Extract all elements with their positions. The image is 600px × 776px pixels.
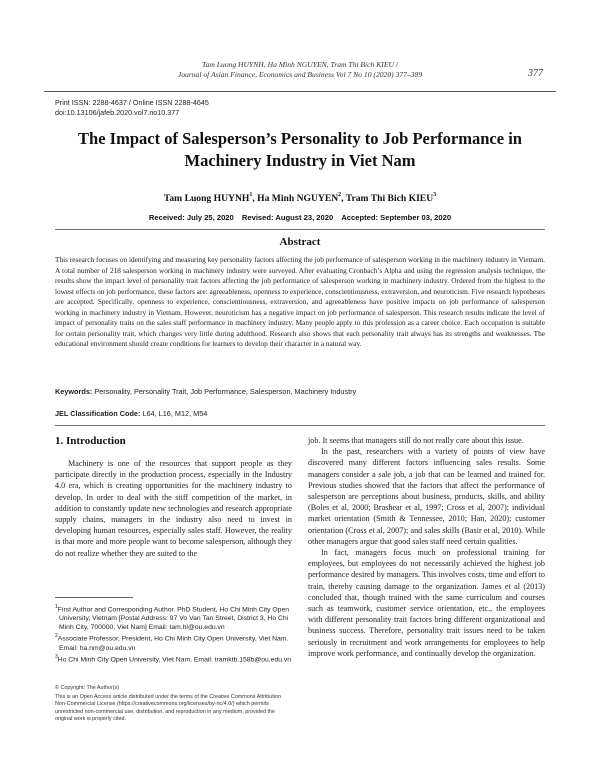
footnote-3-mark: 3: [55, 653, 58, 660]
footnote-2-text: Associate Professor, President, Ho Chi Minh City Open University, Viet Nam. Email: ha.nm@ou.edu.vn: [57, 635, 289, 652]
footnote-1: [55, 603, 292, 632]
right-column: [308, 435, 545, 659]
running-header-journal: Journal of Asian Finance, Economics and Business Vol 7 No 10 (2020) 377–389: [177, 70, 423, 79]
received-date: Received: July 25, 2020: [148, 213, 234, 222]
footnotes: [55, 603, 292, 664]
section-heading-introduction: 1. Introduction: [55, 435, 126, 447]
footnote-2: [55, 632, 292, 652]
revised-date: Revised: August 23, 2020: [241, 213, 334, 222]
accepted-date: Accepted: September 03, 2020: [341, 213, 452, 222]
abstract-text: This research focuses on identifying and measuring key personality factors affecting the job performance of salesperson working in the machinery industry in Vietnam. A total number of 218 salesperson working in machinery industry were surveyed. After evaluating Cronbach’s Alpha and using the regression analysis technique, the results show the impact level of personality trait factors affecting the job performance of salesperson working in machinery industry. Ordered from the highest to the lowest effects on job performance, these factors are: agreeableness, openness to experience, conscientiousness, extraversion, and neuroticism. Five research hypotheses are accepted. Specifically, openness to experience, conscientiousness, extraversion, and agreeableness have positive impacts on job performance of salesperson working in machinery industry in Vietnam. However, neuroticism has a negative impact on job performance of salesperson. This research results indicate the level of impact of personality traits on the sales staff performance in machinery industry. Many people apply to this profession as a career choice. Each occupation is suitable for certain personality trait, which changes very little during adulthood. Research also shows that each personality trait always has its strengths and weaknesses. The educational environment should create conditions for learners to develop their character in a natural way.: [55, 255, 545, 348]
intro-paragraph-3: In fact, managers focus much on professional training for employees, but employees do not necessarily achieved the highest job performance desired by managers. This involves costs, time and effort to train, thereby causing damage to the organization. James et al (2013) concluded that, though trained with the same curriculum and courses such as teamwork, customer service orientation, etc., the employees with different personality trait factors bring different organizational and business success. Therefore, personality trait issues need to be taken seriously in recruitment and work arrangements for employees to help improve work performance, and continually develop the organization.: [308, 548, 545, 658]
intro-paragraph-1-continued: job. It seems that managers still do not really care about this issue.: [308, 436, 524, 445]
page-number: 377: [528, 68, 543, 79]
author-2: Ha Minh NGUYEN: [257, 193, 339, 204]
jel-line: [55, 409, 545, 418]
issn-line: Print ISSN: 2288-4637 / Online ISSN 2288-4645: [55, 98, 209, 107]
footnote-1-mark: 1: [55, 604, 58, 610]
keywords-label: Keywords:: [55, 387, 93, 396]
abstract-heading: Abstract: [279, 236, 321, 248]
paper-title-line-1: The Impact of Salesperson’s Personality to Job Performance in: [78, 129, 522, 148]
paper-title-line-2: Machinery Industry in Viet Nam: [184, 151, 416, 170]
author-1-mark: 1: [249, 192, 253, 198]
running-header: [140, 60, 460, 80]
jel-codes: L64, L16, M12, M54: [140, 409, 208, 418]
abstract-top-rule: [55, 229, 545, 230]
keywords-text: Personality, Personality Trait, Job Performance, Salesperson, Machinery Industry: [92, 387, 357, 396]
keywords-line: [55, 387, 545, 396]
open-access-notice: [55, 685, 292, 723]
footnote-divider: [55, 597, 133, 598]
left-column: [55, 458, 292, 559]
footnote-1-text: First Author and Corresponding Author. PhD Student, Ho Chi Minh City Open University, Vietnam [Postal Address: 97 Vo Van Tan Street, District 3, Ho Chi Minh City, 700000, Viet Nam] Email: tam.hl@ou.edu.vn: [57, 606, 289, 632]
author-3: Tram Thi Bich KIEU: [345, 193, 434, 204]
running-header-authors: Tam Luong HUYNH, Ha Minh NGUYEN, Tram Thi Bich KIEU /: [202, 60, 398, 69]
license-text: This is an Open Access article distributed under the terms of the Creative Commons Attribution Non-Commercial License (https://creativecommons.org/licenses/by-nc/4.0/) which permits unrestricted non-commercial use, distribution, and reproduction in any medium, provided the original work is properly cited.: [55, 694, 281, 722]
author-separator: ,: [252, 193, 258, 204]
publication-dates: [60, 213, 540, 222]
author-1: Tam Luong HUYNH: [163, 193, 250, 204]
paper-title: [60, 128, 540, 172]
author-separator: ,: [341, 193, 346, 204]
abstract-bottom-rule: [55, 425, 545, 426]
author-3-mark: 3: [433, 192, 437, 198]
author-list: [60, 193, 540, 204]
jel-label: JEL Classification Code:: [55, 409, 141, 418]
doi-line[interactable]: doi:10.13106/jafeb.2020.vol7.no10.377: [55, 108, 180, 117]
issn-block: [55, 98, 209, 118]
author-2-mark: 2: [338, 192, 342, 198]
header-divider: [44, 91, 556, 92]
footnote-3-text: Ho Chi Minh City Open University, Viet Nam. Email: tramktb.158b@ou.edu.vn: [57, 655, 292, 663]
footnote-3: [55, 653, 292, 664]
intro-paragraph-1: Machinery is one of the resources that support people as they participate directly in the production process, especially in the Industry 4.0 era, which is creating opportunities for the machinery industry to develop. In order to deal with the stiff competition of the market, in addition to constantly update new technologies and research appropriate supply chains, managers in the industry also need to invest in developing human resources, especially sales staff. However, the reality is that more and more people want to become salesperson, although they do not realize whether they are suited to the: [55, 459, 292, 558]
footnote-2-mark: 2: [55, 633, 58, 640]
copyright-line: © Copyright: The Author(s): [55, 685, 120, 691]
intro-paragraph-2: In the past, researchers with a variety of points of view have discovered many different factors influencing sales results. Some managers consider a sale job, a job that can be learned and trained for. Previous studies showed that the factors that affect the performance of salesperson are perceptions about business, products, skills, and ability (Boles et al, 2000; Brashear et al, 1997; Cross et al, 2007); individual market orientation (Smith & Tennessee, 2010; Han, 2020); customer orientation (Cross et al, 2007); and sales skills (Basir et al, 2010). While other managers argue that good sales staff need certain qualities.: [308, 447, 545, 546]
